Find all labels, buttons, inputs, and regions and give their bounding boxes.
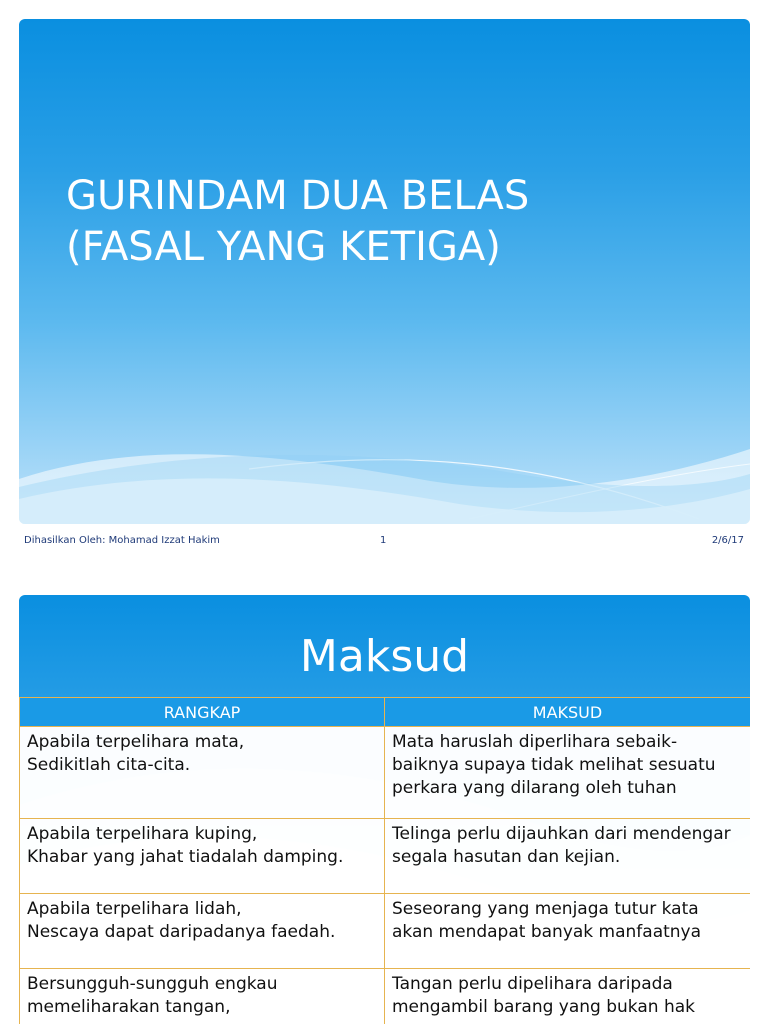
slide-title: Maksud: [299, 631, 470, 682]
rangkap-cell: Apabila terpelihara kuping, Khabar yang jahat tiadalah damping.: [20, 819, 385, 894]
maksud-table: [19, 697, 750, 1024]
footer-date: 2/6/17: [711, 535, 744, 546]
footer-page-number: 1: [380, 535, 387, 546]
maksud-cell: Tangan perlu dipelihara daripada mengambil barang yang bukan hak: [385, 969, 751, 1024]
column-header-rangkap: RANGKAP: [20, 698, 385, 727]
rangkap-cell: Apabila terpelihara lidah, Nescaya dapat daripadanya faedah.: [20, 894, 385, 969]
table-row: [20, 894, 751, 969]
maksud-cell: Telinga perlu dijauhkan dari mendengar segala hasutan dan kejian.: [385, 819, 751, 894]
title-slide: [19, 19, 750, 524]
maksud-cell: Seseorang yang menjaga tutur kata akan mendapat banyak manfaatnya: [385, 894, 751, 969]
table-row: [20, 819, 751, 894]
table-row: [20, 727, 751, 819]
rangkap-cell: Bersungguh-sungguh engkau memeliharakan tangan,: [20, 969, 385, 1024]
table-header-row: [20, 698, 751, 727]
footer-author: Dihasilkan Oleh: Mohamad Izzat Hakim: [24, 535, 220, 546]
wave-decoration: [19, 419, 750, 524]
title-line-1: GURINDAM DUA BELAS: [66, 173, 530, 219]
rangkap-cell: Apabila terpelihara mata, Sedikitlah cita-cita.: [20, 727, 385, 819]
slide-title: [66, 171, 529, 273]
title-line-2: (FASAL YANG KETIGA): [66, 224, 501, 270]
maksud-cell: Mata haruslah diperlihara sebaik-baiknya supaya tidak melihat sesuatu perkara yang dilarang oleh tuhan: [385, 727, 751, 819]
content-slide: [19, 595, 750, 1024]
table-row: [20, 969, 751, 1024]
column-header-maksud: MAKSUD: [385, 698, 751, 727]
